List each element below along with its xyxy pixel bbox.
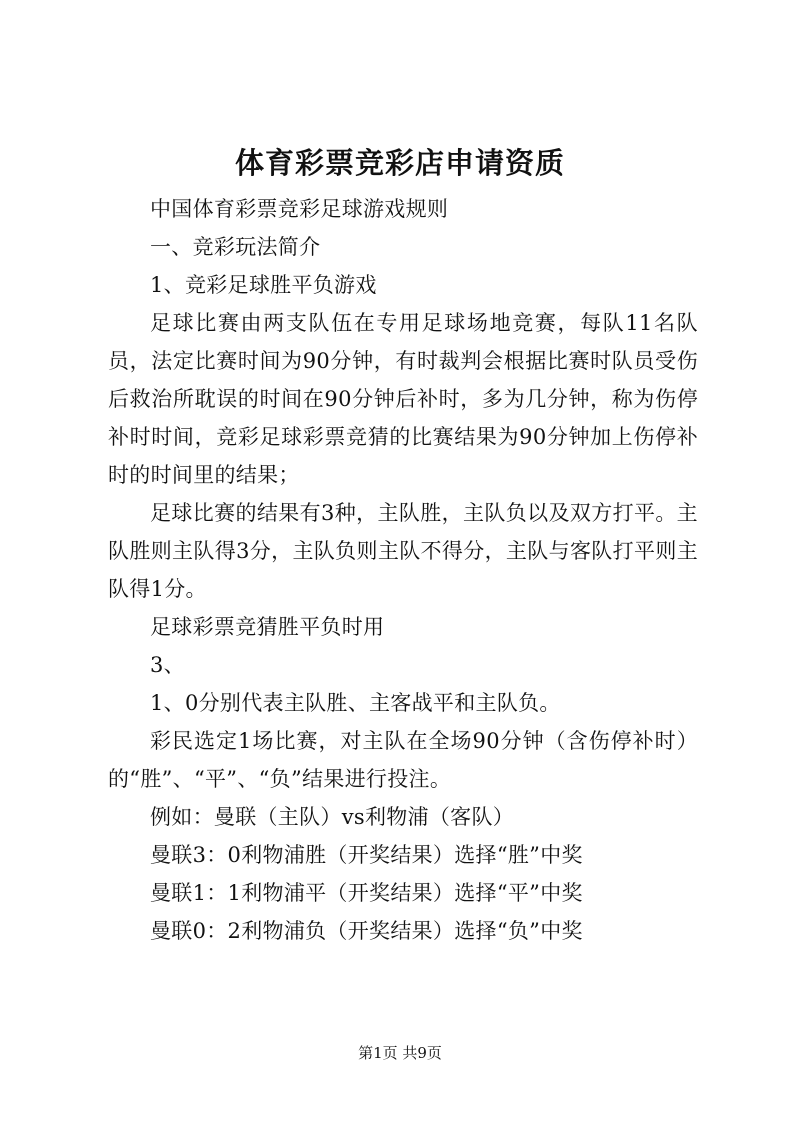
paragraph-guess-usage: 足球彩票竞猜胜平负时用 xyxy=(150,615,385,639)
paragraph-subsection-one: 1、竞彩足球胜平负游戏 xyxy=(150,273,377,297)
paragraph-example-loss: 曼联0：2利物浦负（开奖结果）选择“负”中奖 xyxy=(150,919,583,943)
paragraph-example-win: 曼联3：0利物浦胜（开奖结果）选择“胜”中奖 xyxy=(150,843,583,867)
document-body xyxy=(108,190,698,950)
paragraph-match-results: 足球比赛的结果有3种，主队胜，主队负以及双方打平。主队胜则主队得3分，主队负则主队不得分，主队与客队打平则主队得1分。 xyxy=(108,501,698,601)
paragraph-rules-heading: 中国体育彩票竞彩足球游戏规则 xyxy=(150,197,449,221)
page-footer: 第1页 共9页 xyxy=(358,1044,442,1062)
paragraph-match-description: 足球比赛由两支队伍在专用足球场地竞赛，每队11名队员，法定比赛时间为90分钟，有时裁判会根据比赛时队员受伤后救治所耽误的时间在90分钟后补时，多为几分钟，称为伤停补时时间，竞彩足球彩票竞猜的比赛结果为90分钟加上伤停补时的时间里的结果； xyxy=(108,311,698,487)
document-title: 体育彩票竞彩店申请资质 xyxy=(234,146,565,180)
paragraph-number-three: 3、 xyxy=(150,653,185,677)
paragraph-example: 例如：曼联（主队）vs利物浦（客队） xyxy=(150,805,515,829)
paragraph-section-one: 一、竞彩玩法简介 xyxy=(150,235,321,259)
paragraph-example-draw: 曼联1：1利物浦平（开奖结果）选择“平”中奖 xyxy=(150,881,583,905)
paragraph-code-meaning: 1、0分别代表主队胜、主客战平和主队负。 xyxy=(150,691,561,715)
paragraph-betting-rule: 彩民选定1场比赛，对主队在全场90分钟（含伤停补时）的“胜”、“平”、“负”结果进行投注。 xyxy=(108,729,698,791)
